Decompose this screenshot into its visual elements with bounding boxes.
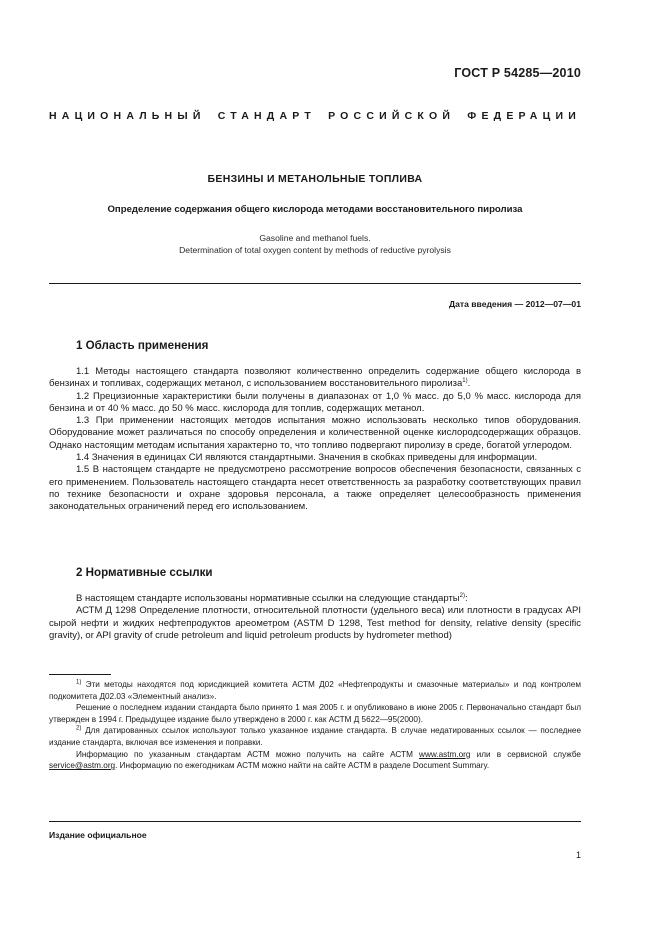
astm-website-link[interactable]: www.astm.org bbox=[419, 749, 471, 759]
paragraph-1-1: 1.1 Методы настоящего стандарта позволяют количественно определить содержание общего кислорода в бензинах и топливах, содержащих метанол, с использованием восстановительного пиролиза$^{1)}$. bbox=[49, 366, 581, 390]
footnotes bbox=[49, 679, 581, 772]
national-standard-word: СТАНДАРТ bbox=[217, 110, 316, 122]
footnote-astm-info: Информацию по указанным стандартам АСТМ можно получить на сайте АСТМ www.astm.org или в сервисной службе service@astm.org. Информацию по ежегодникам АСТМ можно найти на сайте АСТМ в разделе Document Summary. bbox=[49, 749, 581, 771]
english-title bbox=[49, 232, 581, 257]
section-2-heading: 2 Нормативные ссылки bbox=[76, 566, 213, 579]
section-1-body bbox=[49, 366, 581, 514]
national-standard-word: НАЦИОНАЛЬНЫЙ bbox=[49, 110, 206, 122]
paragraph-1-5: 1.5 В настоящем стандарте не предусмотрено рассмотрение вопросов обеспечения безопасности, связанных с его применением. Пользователь настоящего стандарта несет ответственность за разработку соответствующих правил по технике безопасности и охране здоровья персонала, а также определяет целесообразность применения законодательных ограничений перед его использованием. bbox=[49, 464, 581, 513]
introduction-date: Дата введения — 2012—07—01 bbox=[448, 299, 581, 309]
national-standard-line bbox=[49, 110, 581, 122]
footnote-2: $^{2)}$ Для датированных ссылок используют только указанное издание стандарта. В случае недатированных ссылок — последнее издание стандарта, включая все изменения и поправки. bbox=[49, 725, 581, 747]
paragraph-1-4: 1.4 Значения в единицах СИ являются стандартными. Значения в скобках приведены для информации. bbox=[76, 452, 538, 464]
footer-divider bbox=[49, 821, 581, 822]
astm-service-email-link[interactable]: service@astm.org bbox=[49, 761, 116, 771]
footnote-1-continued: Решение о последнем издании стандарта было принято 1 мая 2005 г. и опубликовано в июне 2005 г. Первоначально стандарт был утвержден в 1994 г. Предыдущее издание было утверждено в 2000 г. как АСТМ Д 5622—95(2000). bbox=[49, 703, 581, 724]
national-standard-word: ФЕДЕРАЦИИ bbox=[467, 110, 581, 122]
section-2-body bbox=[49, 593, 581, 642]
official-edition-label: Издание официальное bbox=[49, 830, 147, 840]
national-standard-word: РОССИЙСКОЙ bbox=[328, 110, 456, 122]
document-title: БЕНЗИНЫ И МЕТАНОЛЬНЫЕ ТОПЛИВА bbox=[207, 173, 423, 185]
english-title-line: Gasoline and methanol fuels. bbox=[259, 233, 371, 243]
footnote-1: $^{1)}$ Эти методы находятся под юрисдикцией комитета АСТМ Д02 «Нефтепродукты и смазочные материалы» и под контролем подкомитета Д02.03 «Элементный анализ». bbox=[49, 679, 581, 701]
section-1-heading: 1 Область применения bbox=[76, 339, 209, 352]
paragraph-1-3: 1.3 При применении настоящих методов испытания можно использовать несколько типов оборудования. Оборудование может различаться по способу определения и количественной оценке кислородсодержащих образцов. Однако настоящим методам испытания характерно то, что топливо подвергают пиролизу в среде, богатой углеродом. bbox=[49, 415, 581, 451]
paragraph-2-reference: АСТМ Д 1298 Определение плотности, относительной плотности (удельного веса) или плотности в градусах API сырой нефти и жидких нефтепродуктов ареометром (ASTM D 1298, Test method for density, relative density (specific gravity), or API gravity of crude petroleum and liquid petroleum products by hydrometer method) bbox=[49, 605, 581, 641]
page-number: 1 bbox=[575, 850, 581, 860]
english-title-line: Determination of total oxygen content by methods of reductive pyrolysis bbox=[179, 245, 451, 256]
standard-code: ГОСТ Р 54285—2010 bbox=[454, 66, 581, 80]
paragraph-2-intro: В настоящем стандарте использованы нормативные ссылки на следующие стандарты$^{2)}$: bbox=[76, 592, 468, 604]
header-divider bbox=[49, 283, 581, 284]
document-subtitle: Определение содержания общего кислорода методами восстановительного пиролиза bbox=[107, 204, 523, 215]
paragraph-1-2: 1.2 Прецизионные характеристики были получены в диапазонах от 1,0 % масс. до 5,0 % масс. кислорода для бензина и от 40 % масс. до 50 % масс. кислорода для топлив, содержащих метанол. bbox=[49, 390, 581, 414]
footnote-divider bbox=[49, 674, 111, 675]
